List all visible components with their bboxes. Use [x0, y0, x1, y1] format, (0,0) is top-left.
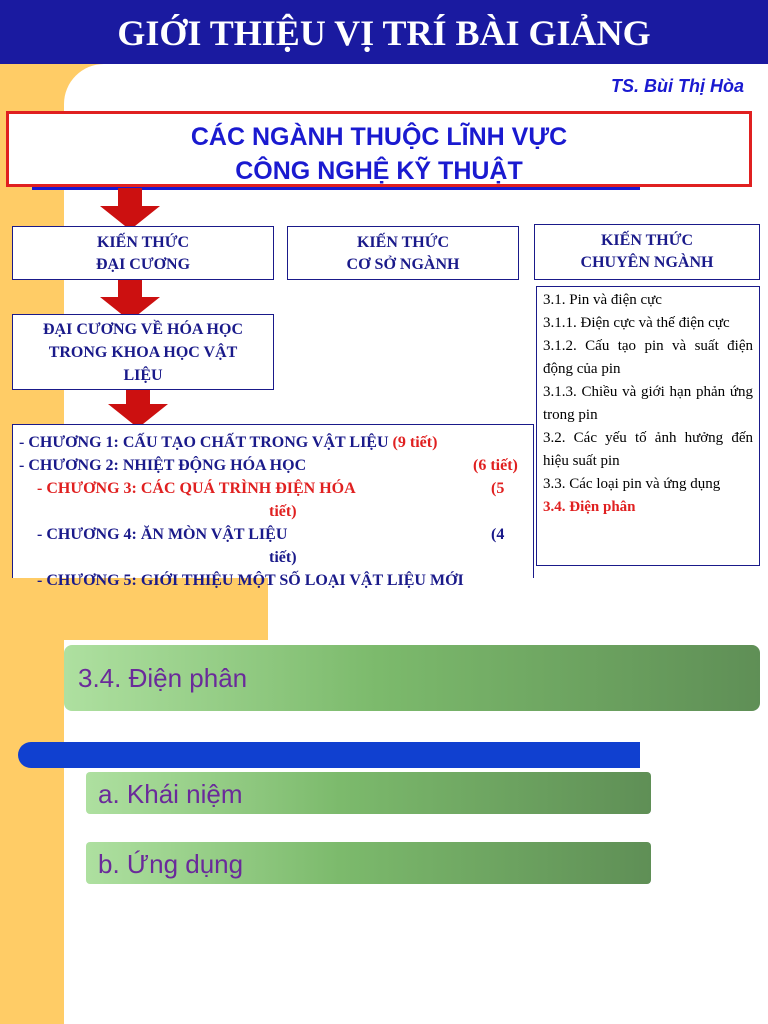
- basic-knowledge-box: [287, 226, 519, 280]
- topic-item: 3.1.3. Chiều và giới hạn phản ứng trong pin: [543, 384, 753, 423]
- chapter-list: [12, 424, 534, 589]
- section-heading: 3.4. Điện phân: [64, 645, 760, 711]
- blue-divider: [18, 742, 640, 768]
- topic-item-current: 3.4. Điện phân: [543, 499, 636, 515]
- general-line-2: ĐẠI CƯƠNG: [95, 256, 191, 273]
- specialized-knowledge-box: [534, 224, 760, 280]
- course-box: [12, 314, 274, 390]
- specialized-topic-list: [536, 286, 760, 566]
- chapter-3-hours-cont: tiết): [269, 503, 297, 520]
- header-line-1: CÁC NGÀNH THUỘC LĨNH VỰC: [190, 123, 568, 151]
- chapter-1-hours: (9 tiết): [392, 434, 438, 451]
- chapter-4-hours: (4: [491, 526, 505, 543]
- chapter-4-name: - CHƯƠNG 4: ĂN MÒN VẬT LIỆU: [37, 526, 288, 543]
- header-line-2: CÔNG NGHỆ KỸ THUẬT: [235, 157, 523, 185]
- topic-item: 3.1.2. Cấu tạo pin và suất điện động của pin: [543, 338, 753, 377]
- chapter-1: [19, 431, 437, 454]
- chapter-2: [19, 454, 306, 477]
- chapter-3-hours: (5: [491, 480, 505, 497]
- chapter-5-partial: - CHƯƠNG 5: GIỚI THIỆU MỘT SỐ LOẠI VẬT LIỆU MỚI: [37, 572, 464, 589]
- chapter-3-name: - CHƯƠNG 3: CÁC QUÁ TRÌNH ĐIỆN HÓA: [37, 480, 356, 497]
- topic-item: 3.1. Pin và điện cực: [543, 292, 662, 308]
- specialized-line-2: CHUYÊN NGÀNH: [580, 254, 714, 271]
- basic-line-1: KIẾN THỨC: [356, 234, 449, 251]
- basic-line-2: CƠ SỞ NGÀNH: [346, 256, 460, 273]
- course-line-1: ĐẠI CƯƠNG VỀ HÓA HỌC: [42, 321, 243, 338]
- subsection-applications[interactable]: b. Ứng dụng: [86, 842, 651, 884]
- general-line-1: KIẾN THỨC: [96, 234, 189, 251]
- slide-title: GIỚI THIỆU VỊ TRÍ BÀI GIẢNG: [0, 0, 768, 64]
- author: TS. Bùi Thị Hòa: [611, 76, 744, 96]
- chapter-2-hours: (6 tiết): [473, 457, 518, 474]
- down-arrow-icon: [100, 188, 160, 230]
- course-line-3: LIỆU: [123, 367, 163, 384]
- chapter-2-name: - CHƯƠNG 2: NHIỆT ĐỘNG HÓA HỌC: [19, 457, 307, 474]
- down-arrow-icon: [108, 386, 168, 428]
- topic-item: 3.2. Các yếu tố ảnh hưởng đến hiệu suất pin: [543, 430, 753, 469]
- header-box: [6, 111, 752, 187]
- chapter-1-name: - CHƯƠNG 1: CẤU TẠO CHẤT TRONG VẬT LIỆU: [19, 434, 389, 451]
- subsection-concept[interactable]: a. Khái niệm: [86, 772, 651, 814]
- topic-item: 3.3. Các loại pin và ứng dụng: [543, 476, 721, 492]
- course-line-2: TRONG KHOA HỌC VẬT: [48, 344, 238, 361]
- general-knowledge-box: [12, 226, 274, 280]
- topic-item: 3.1.1. Điện cực và thế điện cực: [543, 315, 730, 331]
- chapter-4-hours-cont: tiết): [269, 549, 297, 566]
- specialized-line-1: KIẾN THỨC: [600, 232, 693, 249]
